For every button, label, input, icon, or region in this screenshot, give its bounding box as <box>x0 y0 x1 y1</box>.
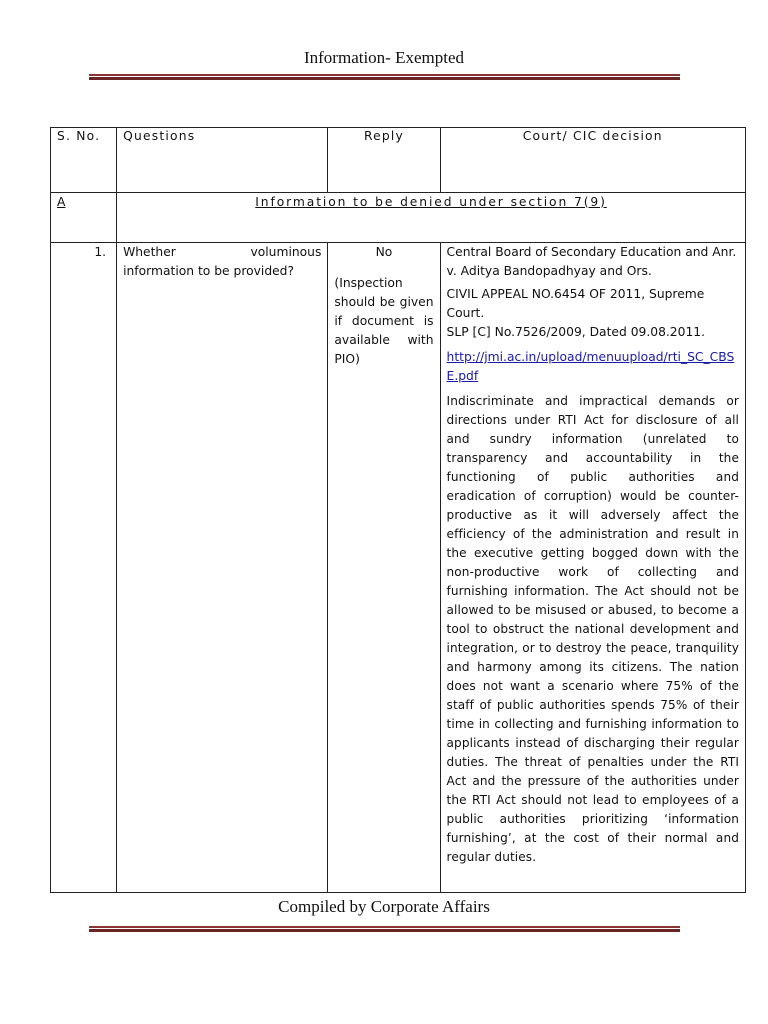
table-header-row <box>51 128 746 193</box>
section-caption: Information to be denied under section 7(9) <box>255 195 607 209</box>
section-caption-cell <box>117 193 746 243</box>
reply-answer: No <box>375 245 393 259</box>
question-text: Whether voluminous information to be provided? <box>123 245 322 278</box>
row-number-cell <box>51 243 117 893</box>
section-row <box>51 193 746 243</box>
footer-rule <box>89 926 680 932</box>
decision-text: Indiscriminate and impractical demands or directions under RTI Act for disclosure of all and sundry information (unrelated to transparency and accountability in the functioning of public authorities and eradication of corruption) would be counter-productive as it will adversely affect the efficiency of the administration and result in the executive getting bogged down with the non-productive work of collecting and furnishing information. The Act should not be allowed to be misused or abused, to become a tool to obstruct the national development and integration, or to destroy the peace, tranquility and harmony among its citizens. The nation does not want a scenario where 75% of the staff of public authorities spends 75% of their time in collecting and furnishing information to applicants instead of discharging their regular duties. The threat of penalties under the RTI Act and the pressure of the authorities under the RTI Act should not lead to employees of a public authorities prioritizing ‘information furnishing’, at the cost of their normal and regular duties. <box>446 394 739 864</box>
exemption-table <box>50 127 746 893</box>
section-letter: A <box>51 193 117 243</box>
row-number: 1. <box>94 245 107 259</box>
column-header-decision: Court/ CIC decision <box>440 128 745 193</box>
column-header-questions: Questions <box>117 128 328 193</box>
column-header-sno: S. No. <box>51 128 117 193</box>
table-row <box>51 243 746 893</box>
decision-parties: Central Board of Secondary Education and Anr. v. Aditya Bandopadhyay and Ors. <box>446 245 737 278</box>
judgment-link[interactable]: http://jmi.ac.in/upload/menuupload/rti_SC_CBSE.pdf <box>446 350 735 383</box>
reply-note: (Inspection should be given if document is available with PIO) <box>334 276 434 366</box>
decision-cell <box>440 243 745 893</box>
reply-cell <box>328 243 440 893</box>
decision-citation: CIVIL APPEAL NO.6454 OF 2011, Supreme Court. <box>446 287 705 320</box>
decision-slp: SLP [C] No.7526/2009, Dated 09.08.2011. <box>446 325 706 339</box>
column-header-reply: Reply <box>328 128 440 193</box>
header-rule <box>89 74 680 80</box>
page-title: Information- Exempted <box>303 48 465 67</box>
footer-title: Compiled by Corporate Affairs <box>278 897 490 916</box>
question-cell <box>117 243 328 893</box>
